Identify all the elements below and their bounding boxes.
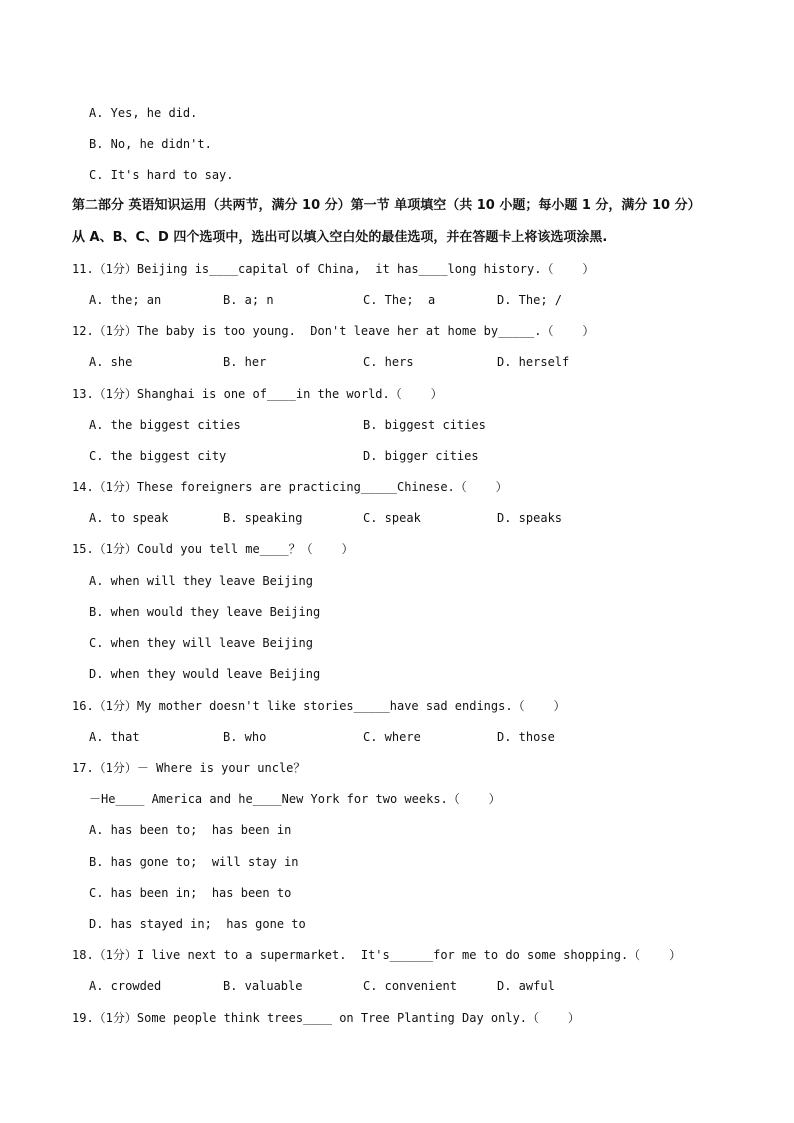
q18-option-b: B. valuable bbox=[223, 979, 303, 993]
q17-option-a: A. has been to; has been in bbox=[89, 823, 292, 837]
section-instruction: 从 A、B、C、D 四个选项中，选出可以填入空白处的最佳选项，并在答题卡上将该选项涂黑. bbox=[72, 230, 608, 245]
q12-option-a: A. she bbox=[89, 355, 133, 369]
question-14-stem: 14.（1分）These foreigners are practicing_____Chinese.（ ） bbox=[72, 480, 508, 494]
question-17-stem: 17.（1分）－ Where is your uncle？ bbox=[72, 761, 306, 775]
prev-option-b: B. No, he didn't. bbox=[89, 137, 212, 151]
question-11-stem: 11.（1分）Beijing is____capital of China, it has____long history.（ ） bbox=[72, 262, 595, 276]
q17-option-b: B. has gone to; will stay in bbox=[89, 855, 299, 869]
question-16-options bbox=[0, 727, 794, 747]
q16-option-b: B. who bbox=[223, 730, 267, 744]
q18-option-d: D. awful bbox=[497, 979, 555, 993]
q17-option-d: D. has stayed in; has gone to bbox=[89, 917, 306, 931]
q14-option-b: B. speaking bbox=[223, 511, 303, 525]
question-13-options-row2 bbox=[0, 446, 794, 466]
question-13-options-row1 bbox=[0, 415, 794, 435]
q16-option-a: A. that bbox=[89, 730, 140, 744]
q12-option-c: C. hers bbox=[363, 355, 414, 369]
prev-option-a: A. Yes, he did. bbox=[89, 106, 198, 120]
question-14-options bbox=[0, 508, 794, 528]
question-17-stem-reply: －He____ America and he____New York for two weeks.（ ） bbox=[89, 792, 501, 806]
q11-option-b: B. a; n bbox=[223, 293, 274, 307]
question-12-options bbox=[0, 352, 794, 372]
q11-option-c: C. The; a bbox=[363, 293, 436, 307]
q14-option-d: D. speaks bbox=[497, 511, 563, 525]
question-11-options bbox=[0, 290, 794, 310]
question-13-stem: 13.（1分）Shanghai is one of____in the world.（ ） bbox=[72, 387, 443, 401]
q11-option-d: D. The; / bbox=[497, 293, 563, 307]
question-12-stem: 12.（1分）The baby is too young. Don't leave her at home by_____.（ ） bbox=[72, 324, 595, 338]
prev-option-c: C. It's hard to say. bbox=[89, 168, 234, 182]
q16-option-d: D. those bbox=[497, 730, 555, 744]
q18-option-a: A. crowded bbox=[89, 979, 162, 993]
q15-option-d: D. when they would leave Beijing bbox=[89, 667, 321, 681]
q14-option-a: A. to speak bbox=[89, 511, 169, 525]
q18-option-c: C. convenient bbox=[363, 979, 457, 993]
question-18-stem: 18.（1分）I live next to a supermarket. It's______for me to do some shopping.（ ） bbox=[72, 948, 682, 962]
question-15-stem: 15.（1分）Could you tell me____？（ ） bbox=[72, 542, 354, 556]
q17-option-c: C. has been in; has been to bbox=[89, 886, 292, 900]
q13-option-c: C. the biggest city bbox=[89, 449, 227, 463]
q12-option-b: B. her bbox=[223, 355, 267, 369]
q16-option-c: C. where bbox=[363, 730, 421, 744]
question-19-stem: 19.（1分）Some people think trees____ on Tree Planting Day only.（ ） bbox=[72, 1011, 580, 1025]
q14-option-c: C. speak bbox=[363, 511, 421, 525]
question-18-options bbox=[0, 976, 794, 996]
q12-option-d: D. herself bbox=[497, 355, 570, 369]
q13-option-b: B. biggest cities bbox=[363, 418, 486, 432]
q15-option-c: C. when they will leave Beijing bbox=[89, 636, 313, 650]
q15-option-b: B. when would they leave Beijing bbox=[89, 605, 321, 619]
q11-option-a: A. the; an bbox=[89, 293, 162, 307]
q13-option-a: A. the biggest cities bbox=[89, 418, 241, 432]
q15-option-a: A. when will they leave Beijing bbox=[89, 574, 313, 588]
section-heading: 第二部分 英语知识运用（共两节，满分 10 分）第一节 单项填空（共 10 小题；每小题 1 分，满分 10 分） bbox=[72, 198, 701, 213]
question-16-stem: 16.（1分）My mother doesn't like stories_____have sad endings.（ ） bbox=[72, 699, 566, 713]
q13-option-d: D. bigger cities bbox=[363, 449, 479, 463]
